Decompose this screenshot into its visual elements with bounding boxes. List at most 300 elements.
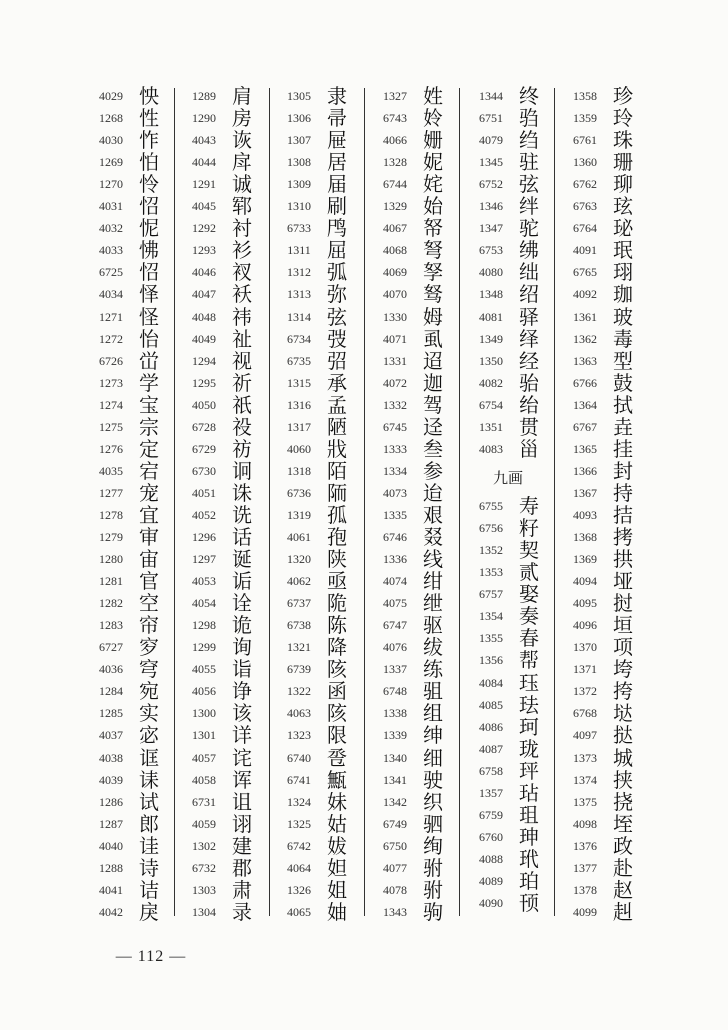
character-entry [468,869,548,891]
character-entry [468,305,548,327]
character-glyph: 妹 [327,789,347,814]
character-entry [468,437,548,459]
character-entry [88,260,168,285]
character-glyph: 绌 [519,260,539,285]
character-glyph: 弨 [327,348,347,373]
character-glyph: 珐 [519,692,539,717]
character-glyph: 诔 [139,767,159,792]
character-entry [276,459,356,481]
character-glyph: 珝 [613,260,633,285]
character-entry [372,635,452,660]
character-code: 1342 [383,794,407,809]
character-entry [468,494,548,519]
character-entry [88,393,168,415]
character-code: 4073 [383,485,407,500]
character-entry [181,635,261,660]
character-code: 1268 [99,111,123,126]
character-code: 1359 [573,111,597,126]
character-glyph: 绁 [423,591,443,616]
character-code: 1356 [479,653,503,668]
character-glyph: 怍 [139,128,159,153]
character-entry [372,393,452,415]
character-glyph: 承 [327,370,347,395]
character-entry [562,812,642,834]
character-glyph: 迦 [423,370,443,395]
character-code: 4084 [479,675,503,690]
character-glyph: 珍 [613,84,633,108]
character-entry [372,900,452,922]
character-code: 1313 [287,287,311,302]
character-code: 4043 [192,133,216,148]
character-entry [468,693,548,715]
character-code: 1270 [99,177,123,192]
character-glyph: 视 [232,348,252,373]
character-code: 1278 [99,507,123,522]
character-code: 4059 [192,816,216,831]
character-entry [88,172,168,197]
character-code: 4069 [383,265,407,280]
character-glyph: 弦 [327,304,347,329]
character-glyph: 珑 [519,736,539,761]
character-entry [468,238,548,263]
character-entry [468,847,548,869]
character-entry [372,371,452,393]
character-glyph: 珂 [519,714,539,739]
page-number: — 112 — [115,948,187,965]
character-glyph: 叁 [423,436,443,461]
character-entry [562,701,642,726]
character-entry [372,856,452,878]
character-entry [88,106,168,131]
character-glyph: 绋 [519,238,539,263]
character-glyph: 诅 [232,789,252,814]
character-entry [181,150,261,175]
character-entry [181,128,261,153]
character-code: 4067 [383,221,407,236]
character-entry [468,604,548,629]
character-entry [468,260,548,285]
character-code: 1334 [383,463,407,478]
character-code: 1343 [383,904,407,919]
character-entry [562,150,642,175]
character-glyph: 官 [139,569,159,594]
character-glyph: 诟 [232,569,252,594]
character-glyph: 诚 [232,172,252,197]
character-glyph: 怕 [139,150,159,175]
character-entry [372,657,452,682]
character-entry [562,613,642,638]
character-code: 1326 [287,882,311,897]
character-code: 1295 [192,375,216,390]
character-entry [276,591,356,616]
character-code: 4099 [573,904,597,919]
character-entry [562,128,642,153]
character-entry [372,150,452,175]
character-glyph: 诜 [232,502,252,527]
character-code: 6754 [479,397,503,412]
character-entry [88,282,168,307]
character-glyph: 诧 [232,745,252,770]
character-entry [468,349,548,371]
character-glyph: 怊 [139,194,159,219]
character-entry [181,878,261,900]
character-glyph: 宛 [139,679,159,704]
character-entry [372,723,452,748]
character-code: 1320 [287,552,311,567]
character-code: 1355 [479,631,503,646]
character-glyph: 贰 [519,560,539,585]
character-entry [276,834,356,856]
character-entry [468,803,548,825]
character-entry [468,671,548,693]
character-entry [181,327,261,349]
character-glyph: 陈 [327,613,347,638]
character-entry [468,327,548,349]
character-entry [181,591,261,616]
character-code: 4088 [479,851,503,866]
character-entry [562,260,642,285]
character-code: 6726 [99,353,123,368]
character-entry [88,834,168,856]
character-code: 4050 [192,397,216,412]
character-glyph: 祈 [232,370,252,395]
character-glyph: 叕 [423,525,443,549]
character-code: 4096 [573,618,597,633]
character-code: 1290 [192,111,216,126]
character-glyph: 驵 [423,679,443,704]
character-code: 6739 [287,662,311,677]
character-glyph: 定 [139,436,159,461]
character-entry [276,150,356,175]
character-entry [181,812,261,834]
character-entry [181,282,261,307]
character-code: 4093 [573,507,597,522]
character-code: 6766 [573,375,597,390]
character-glyph: 祋 [232,414,252,439]
column-divider [174,88,175,916]
character-code: 4031 [99,199,123,214]
character-code: 6764 [573,221,597,236]
character-entry [181,305,261,327]
character-glyph: 挎 [613,679,633,704]
character-entry [181,768,261,790]
character-entry [276,327,356,349]
character-code: 1271 [99,309,123,324]
character-glyph: 驸 [423,855,443,880]
character-code: 1306 [287,111,311,126]
character-glyph: 挠 [613,789,633,814]
character-entry [88,547,168,572]
character-entry [181,459,261,481]
character-code: 1312 [287,265,311,280]
character-code: 4046 [192,265,216,280]
character-glyph: 垣 [613,613,633,638]
character-glyph: 峃 [139,348,159,373]
character-code: 1304 [192,904,216,919]
character-code: 6757 [479,587,503,602]
character-code: 1300 [192,706,216,721]
character-code: 4048 [192,309,216,324]
character-code: 1367 [573,485,597,500]
character-code: 1344 [479,89,503,103]
character-glyph: 垯 [613,701,633,726]
character-code: 1322 [287,684,311,699]
character-entry [372,878,452,900]
character-code: 1279 [99,530,123,544]
character-entry [562,393,642,415]
character-glyph: 帘 [139,613,159,638]
character-entry [88,746,168,768]
character-glyph: 陌 [327,458,347,483]
character-code: 4075 [383,596,407,611]
character-entry [562,547,642,572]
character-entry [372,84,452,106]
character-code: 4056 [192,684,216,699]
character-entry [181,613,261,638]
character-code: 4041 [99,882,123,897]
character-glyph: 怫 [139,238,159,263]
character-glyph: 宠 [139,480,159,505]
character-code: 1269 [99,155,123,170]
character-code: 1283 [99,618,123,633]
character-glyph: 肃 [232,877,252,902]
character-code: 4076 [383,640,407,655]
character-glyph: 怊 [139,260,159,285]
character-code: 1297 [192,552,216,567]
character-glyph: 祇 [232,392,252,417]
character-code: 4097 [573,728,597,743]
character-code: 6740 [287,750,311,765]
character-glyph: 弩 [423,238,443,263]
character-entry [88,216,168,241]
character-code: 6760 [479,829,503,844]
character-glyph: 驺 [519,106,539,131]
character-glyph: 绉 [519,128,539,153]
character-glyph: 姹 [423,172,443,197]
character-code: 1284 [99,684,123,699]
character-glyph: 宝 [139,392,159,417]
character-code: 4055 [192,662,216,677]
character-glyph: 赴 [613,855,633,880]
character-glyph: 绀 [423,569,443,594]
character-glyph: 诤 [232,679,252,704]
character-code: 1293 [192,243,216,258]
column-divider [554,88,555,916]
character-glyph: 穸 [139,635,159,660]
character-glyph: 拭 [613,392,633,417]
character-glyph: 届 [327,172,347,197]
character-code: 1287 [99,816,123,831]
character-glyph: 弥 [327,282,347,307]
character-glyph: 函 [327,679,347,704]
character-code: 1272 [99,331,123,346]
character-entry [276,194,356,219]
character-glyph: 宜 [139,502,159,527]
character-entry [562,591,642,616]
character-entry [88,768,168,790]
character-entry [88,371,168,393]
character-code: 1370 [573,640,597,655]
character-entry [372,172,452,197]
character-glyph: 驱 [423,613,443,638]
character-entry [468,560,548,585]
character-code: 1336 [383,552,407,567]
character-code: 1310 [287,199,311,214]
character-code: 4082 [479,375,503,390]
character-glyph: 诞 [232,547,252,572]
character-entry [276,723,356,748]
character-glyph: 陒 [327,591,347,616]
character-entry [181,723,261,748]
character-code: 1347 [479,221,503,236]
character-code: 1374 [573,772,597,787]
character-entry [181,216,261,241]
character-glyph: 陑 [327,480,347,505]
character-code: 4049 [192,331,216,346]
character-code: 1280 [99,552,123,567]
character-glyph: 诇 [232,458,252,483]
character-entry [562,768,642,790]
character-code: 6753 [479,243,503,258]
character-glyph: 封 [613,458,633,483]
character-glyph: 挞 [613,723,633,748]
character-code: 1331 [383,353,407,368]
character-entry [88,349,168,371]
character-entry [181,371,261,393]
character-entry [88,437,168,459]
character-glyph: 挝 [613,591,633,616]
character-code: 1333 [383,441,407,456]
character-glyph: 孤 [327,502,347,527]
character-entry [468,371,548,393]
character-entry [468,172,548,197]
character-code: 1330 [383,309,407,324]
character-glyph: 珅 [519,824,539,849]
character-glyph: 项 [613,635,633,660]
character-glyph: 绊 [519,194,539,219]
column-divider [269,88,270,916]
character-code: 1364 [573,397,597,412]
character-entry [276,657,356,682]
character-code: 1296 [192,530,216,544]
character-code: 1340 [383,750,407,765]
character-code: 6729 [192,441,216,456]
character-glyph: 诘 [139,877,159,902]
character-entry [372,106,452,131]
character-entry [276,371,356,393]
character-entry [562,305,642,327]
character-glyph: 组 [423,701,443,726]
character-code: 4087 [479,741,503,756]
character-code: 1337 [383,662,407,677]
character-glyph: 驹 [423,899,443,924]
character-glyph: 刷 [327,194,347,219]
character-glyph: 姐 [327,877,347,902]
character-entry [372,128,452,153]
character-glyph: 终 [519,84,539,108]
character-glyph: 郓 [232,194,252,219]
character-entry [372,679,452,704]
character-entry [562,437,642,459]
character-entry [276,106,356,131]
character-entry [562,84,642,106]
character-entry [276,84,356,106]
character-glyph: 诖 [139,833,159,858]
character-entry [181,746,261,768]
character-glyph: 妮 [423,150,443,175]
character-code: 1277 [99,485,123,500]
character-code: 6732 [192,860,216,875]
character-code: 1317 [287,419,311,434]
character-code: 6762 [573,177,597,192]
character-entry [562,349,642,371]
character-glyph: 驸 [423,877,443,902]
character-entry [276,282,356,307]
character-code: 4070 [383,287,407,302]
character-code: 1371 [573,662,597,677]
character-entry [562,900,642,922]
character-entry [372,812,452,834]
character-entry [562,525,642,547]
character-entry [372,194,452,219]
character-entry [88,238,168,263]
character-glyph: 珇 [519,802,539,827]
character-glyph: 弧 [327,260,347,285]
character-code: 4033 [99,243,123,258]
character-glyph: 陕 [327,547,347,572]
character-glyph: 降 [327,635,347,660]
character-glyph: 拷 [613,525,633,549]
character-code: 1378 [573,882,597,897]
character-glyph: 衬 [232,216,252,241]
character-glyph: 帚 [327,106,347,131]
character-entry [181,503,261,525]
character-entry [88,305,168,327]
character-entry [276,260,356,285]
character-code: 1286 [99,794,123,809]
character-entry [372,415,452,437]
character-glyph: 怏 [139,84,159,108]
character-entry [88,194,168,219]
character-glyph: 绂 [423,635,443,660]
character-code: 4068 [383,243,407,258]
character-glyph: 话 [232,525,252,549]
character-entry [88,657,168,682]
character-entry [372,547,452,572]
character-code: 1325 [287,816,311,831]
character-entry [181,194,261,219]
character-glyph: 戾 [139,899,159,924]
character-entry [372,834,452,856]
character-entry [181,415,261,437]
character-glyph: 该 [232,701,252,726]
character-code: 4057 [192,750,216,765]
character-glyph: 戽 [232,150,252,175]
character-glyph: 鸤 [327,216,347,241]
character-entry [372,525,452,547]
character-code: 1354 [479,609,503,624]
character-code: 1276 [99,441,123,456]
character-code: 6749 [383,816,407,831]
character-code: 4044 [192,155,216,170]
character-code: 1365 [573,441,597,456]
character-glyph: 姈 [423,106,443,131]
character-entry [276,613,356,638]
character-glyph: 屈 [327,238,347,263]
character-glyph: 线 [423,547,443,572]
character-entry [372,613,452,638]
character-entry [468,150,548,175]
